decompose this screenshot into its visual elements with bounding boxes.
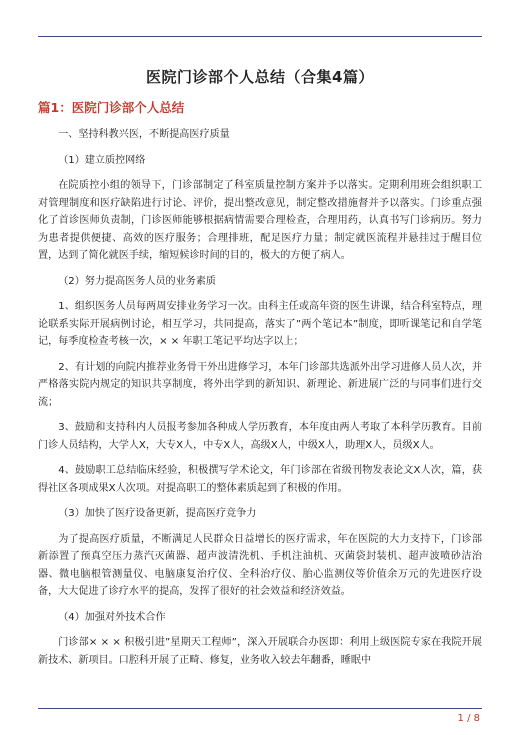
- document-body: [38, 126, 482, 677]
- paragraph-adult-education: 3、鼓励和支持科内人员报考参加各种成人学历教育，本年度由两人考取了本科学历教育。目前门诊人员结构，大学人X，大专X人，中专X人，高级X人，中级X人，助理X人，员级X人。: [38, 422, 482, 451]
- heading-external-cooperation: （4）加强对外技术合作: [58, 611, 166, 623]
- footer-rule: [38, 708, 482, 709]
- paragraph-sunday-engineer: 门诊部× × × 积极引进”星期天工程师”，深入开展联合办医即：利用上级医院专家在我院开展新技术、新项目。口腔科开展了正畸、修复，业务收入较去年翻番，睡眠中: [38, 637, 482, 666]
- document-title: 医院门诊部个人总结（合集4篇）: [146, 68, 374, 86]
- heading-equipment-update: （3）加快了医疗设备更新，提高医疗竞争力: [58, 508, 257, 519]
- heading-main-point: 一、坚持科教兴医，不断提高医疗质量: [58, 129, 230, 140]
- header-rule: [38, 36, 482, 37]
- page-indicator: 1 / 8: [457, 713, 480, 724]
- heading-staff-quality: （2）努力提高医务人员的业务素质: [58, 275, 217, 287]
- paragraph-study-sessions: 1、组织医务人员每两周安排业务学习一次。由科主任或高年资的医生讲课，结合科室特点，理论联系实际开展病例讨论，相互学习，共同提高，落实了”两个笔记本”制度，即听课笔记和自学笔记，每季度检查考核一次，× × 年职工笔记平均达字以上；: [38, 301, 482, 347]
- paragraph-academic-papers: 4、鼓励职工总结临床经验，积极撰写学术论文，年门诊部在省级刊物发表论文X人次，篇，获得社区各项成果X人次项。对提高职工的整体素质起到了积极的作用。: [38, 465, 482, 494]
- paragraph-further-training: 2、有计划的向院内推荐业务骨干外出进修学习，本年门诊部共选派外出学习进修人员人次，并严格落实院内规定的知识共享制度，将外出学到的新知识、新理论、新进展广泛的与同事们进行交流；: [38, 361, 482, 408]
- section-title: 篇1：医院门诊部个人总结: [38, 100, 185, 115]
- paragraph-new-equipment: 为了提高医疗质量，不断满足人民群众日益增长的医疗需求，年在医院的大力支持下，门诊部新添置了预真空压力蒸汽灭菌器、超声波清洗机、手机注油机、灭菌袋封装机、超声波喷砂洁治器、微电脑根管测量仪、电脑康复治疗仪、全科治疗仪、胎心监测仪等价值余万元的先进医疗设备，大大促进了诊疗水平的提高，发挥了很好的社会效益和经济效益。: [38, 533, 482, 597]
- paragraph-quality-control: 在院质控小组的领导下，门诊部制定了科室质量控制方案并予以落实。定期利用班会组织职工对管理制度和医疗缺陷进行讨论、评价，提出整改意见，制定整改措施督并予以落实。门诊重点强化了首诊医师负责制，门诊医师能够根据病情需要合理检查，合理用药，认真书写门诊病历。努力为患者提供便捷、高效的医疗服务；合理排班，配足医疗力量；制定就医流程并悬挂过于醒目位置，达到了简化就医手续，缩短候诊时间的目的，极大的方便了病人。: [38, 180, 482, 261]
- heading-quality-network: （1）建立质控网络: [58, 154, 146, 166]
